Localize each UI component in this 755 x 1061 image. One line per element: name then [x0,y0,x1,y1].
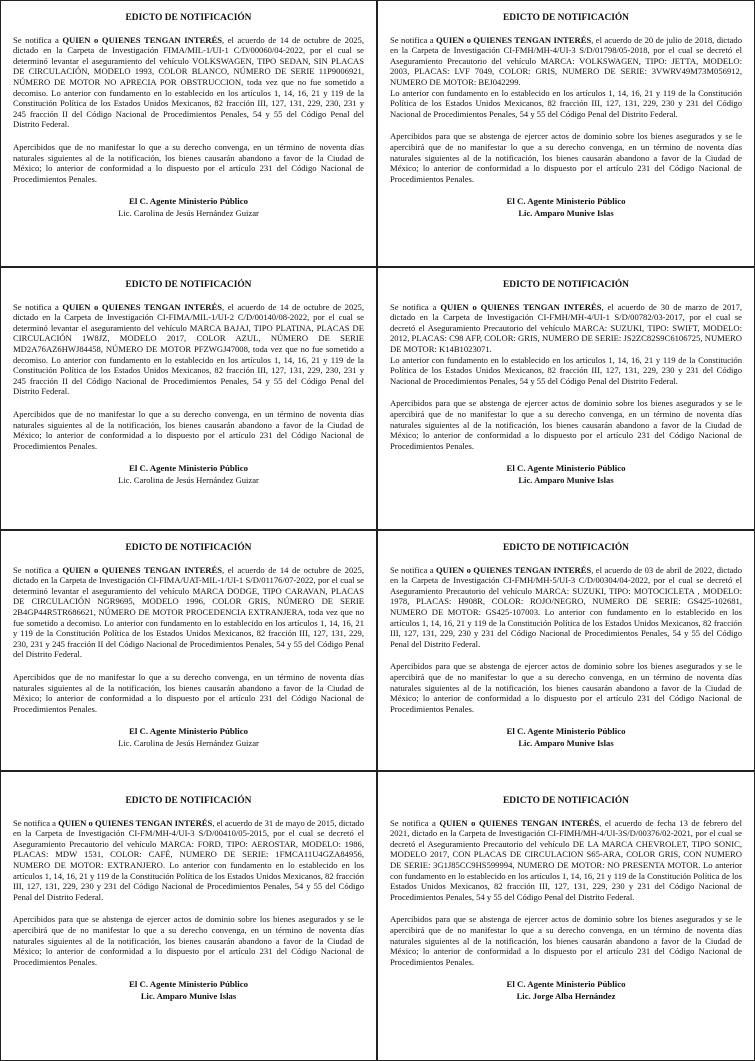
edict-signature [390,196,742,218]
edict-title: EDICTO DE NOTIFICACIÓN [503,543,629,553]
edict-paragraph: , el acuerdo de 14 de octubre de 2025, dictado en la Carpeta de Investigación CI-FIMA/UAT-MIL-1/UI-1 S/D/01176/07-2022, por el cual se determinó levantar el aseguramiento del vehículo MARCA DODGE, TIPO CARAVAN, PLACAS DE CIRCULACIÓN NGR9695, MODELO 1996, COLOR GRIS, NÚMERO DE SERIE 2B4GP44R5TR686621, NÚMERO DE MOTOR PROCEDENCIA EXTRANJERA, toda vez que no fue sometido a decomiso. Lo anterior con fundamento en lo establecido en los artículos 1, 14, 16, 21 y 119 de la Constitución Política de los Estados Unidos Mexicanos, 82 fracción III, 127, 131, 229, 230, 231 y 245 fracción II del Código Nacional de Procedimientos Penales, 54 y 55 del Código Penal del Distrito Federal. [13,564,364,660]
edict-paragraph: , el acuerdo de 14 de octubre de 2025, dictado en la Carpeta de Investigación FIMA/MIL-1/UI-1 C/D/00060/04-2022, por el cual se determinó levantar el aseguramiento del vehículo VOLKSWAGEN, TIPO SEDAN, SIN PLACAS DE CIRCULACIÓN, MODELO 1993, COLOR BLANCO, NÚMERO DE SERIE 11P9006921, NÚMERO DE MOTOR NO APRECIA POR OBSTRUCCION, toda vez que no fue sometido a decomiso. Lo anterior con fundamento en lo establecido en los artículos 1, 14, 16, 21 y 119 de la Constitución Política de los Estados Unidos Mexicanos, 82 fracción III, 127, 131, 229, 230, 231 y 245 fracción II del Código Nacional de Procedimientos Penales, 54 y 55 del Código Penal del Distrito Federal. [13,34,364,130]
edict-warning: Apercibidos para que se abstenga de ejercer actos de dominio sobre los bienes asegurados y se le apercibirá que de no manifestar lo que a su derecho convenga, en un término de noventa días naturales siguientes al de la notificación, los bienes causarán abandono a favor de la Ciudad de México; lo anterior de conformidad a lo dispuesto por el artículo 231 del Código Nacional de Procedimientos Penales. [390,914,742,967]
edict-title: EDICTO DE NOTIFICACIÓN [503,796,629,806]
edict-warning: Apercibidos para que se abstenga de ejercer actos de dominio sobre los bienes asegurados y se le apercibirá que de no manifestar lo que a su derecho convenga, en un término de noventa días naturales siguientes al de la notificación, los bienes causarán abandono a favor de la Ciudad de México; lo anterior de conformidad a lo dispuesto por el artículo 231 del Código Nacional de Procedimientos Penales. [390,398,742,451]
edict-title: EDICTO DE NOTIFICACIÓN [125,796,252,806]
edict-addressee: QUIEN o QUIENES TENGAN INTERÉS [58,817,213,828]
edict-paragraph: , el acuerdo de fecha 13 de febrero del 2021, dictado en la Carpeta de Investigación CI-FIMH/MH-4/UI-3S/D/00376/02-2021, por el cual se decretó el Aseguramiento Precautorio del vehículo DE LA MARCA CHEVROLET, TIPO SONIC, MODELO 2017, CON PLACAS DE CIRCULACION S65-ARA, COLOR GRIS, CON NUMERO DE SERIE: 3G1J85CC9HS599994, NUMERO DE MOTOR: NO PRESENTA MOTOR. Lo anterior con fundamento en lo establecido en los artículos 1, 14, 16, 21 y 119 de la Constitución Política de los Estados Unidos Mexicanos, 82 fracción III, 127, 131, 229, 230 y 231 del Código Nacional de Procedimientos Penales, 54 y 55 del Código Penal del Distrito Federal. [390,817,742,902]
edict-signature [13,463,364,485]
edict-prefix: Se notifica a [13,817,59,828]
edict-card [377,267,755,530]
signature-name: Lic. Carolina de Jesús Hernández Guizar [118,207,259,218]
edict-card [0,267,377,530]
edict-prefix: Se notifica a [390,564,436,575]
edict-warning: Apercibidos que de no manifestar lo que a su derecho convenga, en un término de noventa días naturales siguientes al de la notificación, los bienes causarán abandono a favor de la Ciudad de México; lo anterior de conformidad a lo dispuesto por el artículo 231 del Código Nacional de Procedimientos Penales. [13,408,364,451]
edict-legal-basis: Lo anterior con fundamento en lo establecido en los artículos 1, 14, 16, 21 y 119 de la Constitución Política de los Estados Unidos Mexicanos, 82 fracción III, 127, 131, 229, 230 y 231 del Código Nacional de Procedimientos Penales, 54 y 55 del Código Penal del Distrito Federal. [390,87,742,119]
edict-card [0,771,377,1061]
signature-name: Lic. Amparo Munive Islas [518,474,614,485]
edict-legal-basis: Lo anterior con fundamento en lo establecido en los artículos 1, 14, 16, 21 y 119 de la Constitución Política de los Estados Unidos Mexicanos, 82 fracción III, 127, 131, 229, 230 y 231 del Código Nacional de Procedimientos Penales, 54 y 55 del Código Penal del Distrito Federal. [390,354,742,386]
edict-signature [13,196,364,218]
edict-signature [390,463,742,485]
signature-office: El C. Agente Ministerio Público [129,196,248,207]
edict-prefix: Se notifica a [13,34,63,45]
edict-addressee: QUIEN o QUIENES TENGAN INTERÉS [439,817,600,828]
edict-warning: Apercibidos que de no manifestar lo que a su derecho convenga, en un término de noventa días naturales siguientes al de la notificación, los bienes causarán abandono a favor de la Ciudad de México; lo anterior de conformidad a lo dispuesto por el artículo 231 del Código Nacional de Procedimientos Penales. [13,671,364,714]
signature-office: El C. Agente Ministerio Público [506,463,626,474]
edict-title: EDICTO DE NOTIFICACIÓN [503,13,629,23]
edict-paragraph: , el acuerdo de 14 de octubre de 2025, dictado en la Carpeta de Investigación CI-FIMA/MIL-1/UI-2 C/D/00140/08-2022, por el cual se determinó levantar el aseguramiento del vehículo MARCA BAJAJ, TIPO PLATINA, PLACAS DE CIRCULACIÓN 1W8JZ, MODELO 2017, COLOR AZUL, NÚMERO DE SERIE MD2A76AZ6HWJ84458, NÚMERO DE MOTOR PFZWGJ47008, toda vez que no fue sometido a decomiso. Lo anterior con fundamento en lo establecido en los artículos 1, 14, 16, 21 y 119 de la Constitución Política de los Estados Unidos Mexicanos, 82 fracción III, 127, 131, 229, 230, 231 y 245 fracción II del Código Nacional de Procedimientos Penales, 54 y 55 del Código Penal del Distrito Federal. [13,301,364,397]
edict-prefix: Se notifica a [13,564,63,575]
edict-prefix: Se notifica a [390,817,440,828]
edict-paragraph: , el acuerdo de 03 de abril de 2022, dictado en la Carpeta de Investigación CI-FMH/MH-5/UI-3 C/D/00304/04-2022, por el cual se decretó el Aseguramiento Precautorio del vehículo MARCA: SUZUKI, TIPO: MOTOCICLETA , MODELO: 1978, PLACAS: H908R, COLOR: ROJO/NEGRO, NUMERO DE SERIE: GS425-102681, NUMERO DE MOTOR: GS425-107003. Lo anterior con fundamento en lo establecido en los artículos 1, 14, 16, 21 y 119 de la Constitución Política de los Estados Unidos Mexicanos, 82 fracción III, 127, 131, 229, 230 y 231 del Código Nacional de Procedimientos Penales, 54 y 55 del Código Penal del Distrito Federal. [390,564,742,649]
edict-addressee: QUIEN o QUIENES TENGAN INTERÉS [62,564,223,575]
signature-office: El C. Agente Ministerio Público [506,726,626,737]
edict-card [377,771,755,1061]
signature-name: Lic. Amparo Munive Islas [140,990,237,1001]
edict-addressee: QUIEN o QUIENES TENGAN INTERÉS [435,564,592,575]
edict-card [0,0,377,267]
edict-body [13,565,364,660]
edict-addressee: QUIEN o QUIENES TENGAN INTERÉS [62,34,223,45]
signature-office: El C. Agente Ministerio Público [129,463,248,474]
signature-office: El C. Agente Ministerio Público [506,979,626,990]
edict-addressee: QUIEN o QUIENES TENGAN INTERÉS [440,301,602,312]
edict-addressee: QUIEN o QUIENES TENGAN INTERÉS [62,301,223,312]
edict-card [377,0,755,267]
edict-body [390,302,742,355]
edict-body [390,35,742,88]
edict-title: EDICTO DE NOTIFICACIÓN [125,280,252,290]
signature-office: El C. Agente Ministerio Público [129,726,248,737]
signature-name: Lic. Carolina de Jesús Hernández Guizar [118,474,259,485]
edict-signature [390,726,742,748]
edict-paragraph: , el acuerdo de 31 de mayo de 2015, dictado en la Carpeta de Investigación CI-FM/MH-4/UI-3 S/D/00410/05-2015, por el cual se decretó el Aseguramiento Precautorio del vehículo MARCA: FORD, TIPO: AEROSTAR, MODELO: 1986, PLACAS: MDW 1531, COLOR: CAFÉ, NUMERO DE SERIE: 1FMCA11U4GZA84956, NUMERO DE MOTOR: EXTRANJERO. Lo anterior con fundamento en lo establecido en los artículos 1, 14, 16, 21 y 119 de la Constitución Política de los Estados Unidos Mexicanos, 82 fracción III, 127, 131, 229, 230 y 231 del Código Nacional de Procedimientos Penales, 54 y 55 del Código Penal del Distrito Federal. [13,817,364,902]
edict-body [13,35,364,130]
signature-name: Lic. Amparo Munive Islas [518,207,614,218]
edict-title: EDICTO DE NOTIFICACIÓN [503,280,629,290]
edict-body [13,302,364,397]
signature-name: Lic. Carolina de Jesús Hernández Guizar [118,737,259,748]
edict-prefix: Se notifica a [390,301,441,312]
signature-name: Lic. Jorge Alba Hernández [516,990,616,1001]
edict-prefix: Se notifica a [13,301,63,312]
edict-warning: Apercibidos para que se abstenga de ejercer actos de dominio sobre los bienes asegurados y se le apercibirá que de no manifestar lo que a su derecho convenga, en un término de noventa días naturales siguientes al de la notificación, los bienes causarán abandono a favor de la Ciudad de México; lo anterior de conformidad a lo dispuesto por el artículo 231 del Código Nacional de Procedimientos Penales. [13,914,364,967]
edict-title: EDICTO DE NOTIFICACIÓN [125,13,252,23]
signature-office: El C. Agente Ministerio Público [129,979,248,990]
signature-office: El C. Agente Ministerio Público [506,196,626,207]
edict-paragraph: , el acuerdo de 30 de marzo de 2017, dictado en la Carpeta de Investigación CI-FMH/MH-4/UI-1 S/D/00782/03-2017, por el cual se decretó el Aseguramiento Precautorio del vehículo MARCA: SUZUKI, TIPO: SWIFT, MODELO: 2012, PLACAS: C98 AFP, COLOR: GRIS, NUMERO DE SERIE: JS2ZC82S9C6106725, NUMERO DE MOTOR: K14B1023071. [390,301,743,354]
edict-title: EDICTO DE NOTIFICACIÓN [125,543,252,553]
edict-card [0,530,377,771]
edict-body [13,818,364,903]
edict-signature [13,726,364,748]
edict-prefix: Se notifica a [390,34,436,45]
edict-card [377,530,755,771]
edict-body [390,565,742,650]
edict-signature [390,979,742,1001]
edict-warning: Apercibidos para que se abstenga de ejercer actos de dominio sobre los bienes asegurados y se le apercibirá que de no manifestar lo que a su derecho convenga, en un término de noventa días naturales siguientes al de la notificación, los bienes causarán abandono a favor de la Ciudad de México; lo anterior de conformidad a lo dispuesto por el artículo 231 del Código Nacional de Procedimientos Penales. [390,661,742,714]
edict-addressee: QUIEN o QUIENES TENGAN INTERÉS [435,34,592,45]
edict-paragraph: , el acuerdo de 20 de julio de 2018, dictado en la Carpeta de Investigación CI-FMH/MH-4/UI-3 S/D/01798/05-2018, por el cual se decretó el Aseguramiento Precautorio del vehículo MARCA: VOLKSWAGEN, TIPO: JETTA, MODELO: 2003, PLACAS: LVF 7049, COLOR: GRIS, NUMERO DE SERIE: 3VWRV49M73M056912, NUMERO DE MOTOR: BEJ042299. [390,34,742,87]
edict-signature [13,979,364,1001]
signature-name: Lic. Amparo Munive Islas [518,737,614,748]
edict-warning: Apercibidos que de no manifestar lo que a su derecho convenga, en un término de noventa días naturales siguientes al de la notificación, los bienes causarán abandono a favor de la Ciudad de México; lo anterior de conformidad a lo dispuesto por el artículo 231 del Código Nacional de Procedimientos Penales. [13,141,364,184]
edict-warning: Apercibidos para que se abstenga de ejercer actos de dominio sobre los bienes asegurados y se le apercibirá que de no manifestar lo que a su derecho convenga, en un término de noventa días naturales siguientes al de la notificación, los bienes causarán abandono a favor de la Ciudad de México; lo anterior de conformidad a lo dispuesto por el artículo 231 del Código Nacional de Procedimientos Penales. [390,131,742,184]
edict-body [390,818,742,903]
